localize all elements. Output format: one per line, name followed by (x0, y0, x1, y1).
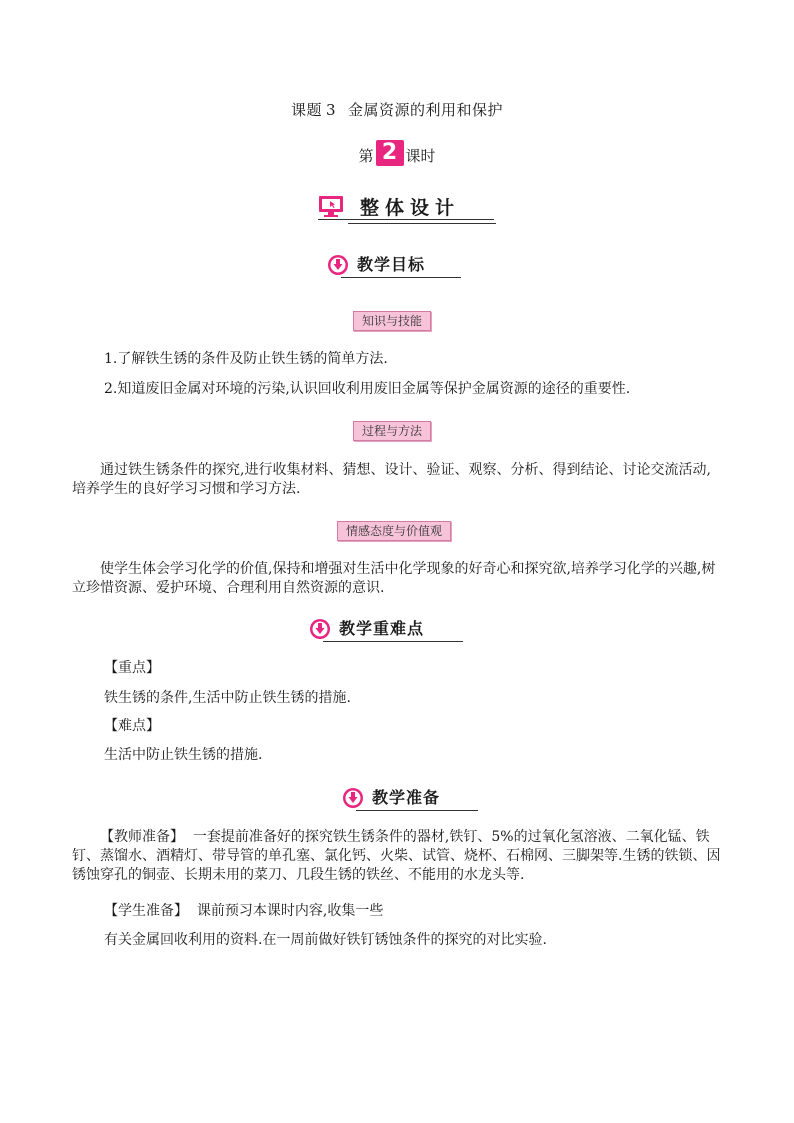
key-text: 铁生锈的条件,生活中防止铁生锈的措施. (104, 690, 351, 706)
teacher-preparation-label: 【教师准备】 (100, 829, 184, 845)
process-text: 通过铁生锈条件的探究,进行收集材料、猜想、设计、验证、观察、分析、得到结论、讨论交流活动,培养学生的良好学习习惯和学习方法. (72, 462, 711, 497)
period-number-badge: 2 (376, 140, 404, 166)
lesson-topic-title: 金属资源的利用和保护 (348, 101, 504, 119)
process-tag: 过程与方法 (353, 421, 431, 441)
down-arrow-circle-icon (309, 618, 331, 640)
section-preparation-header (342, 785, 482, 815)
section-preparation-label: 教学准备 (372, 788, 441, 807)
down-arrow-circle-icon (327, 254, 349, 276)
difficult-label: 【难点】 (104, 718, 160, 734)
overall-design-label: 整体设计 (360, 197, 461, 219)
section-key-points-header (309, 616, 469, 646)
section-objectives-label: 教学目标 (357, 255, 426, 274)
overall-underline-bottom (348, 223, 496, 224)
section-objectives-header (327, 252, 467, 282)
student-preparation-text-2: 有关金属回收利用的资料.在一周前做好铁钉锈蚀条件的探究的对比实验. (104, 932, 547, 948)
overall-design-header (318, 193, 498, 223)
lesson-topic-number: 3 (325, 101, 337, 119)
section-underline (323, 641, 463, 642)
lesson-topic-prefix: 课题 (290, 101, 322, 119)
lesson-period (0, 140, 794, 166)
period-prefix: 第 (358, 147, 374, 165)
knowledge-tag: 知识与技能 (353, 311, 431, 331)
student-preparation-label: 【学生准备】 (104, 903, 188, 919)
teacher-preparation-text: 一套提前准备好的探究铁生锈条件的器材,铁钉、5%的过氧化氢溶液、二氧化锰、铁钉、蒸馏水、酒精灯、带导管的单孔塞、氯化钙、火柴、试管、烧杯、石棉网、三脚架等.生锈的铁锁、因锈蚀穿孔的铜壶、长期未用的菜刀、几段生锈的铁丝、不能用的水龙头等. (72, 829, 721, 883)
difficult-text: 生活中防止铁生锈的措施. (104, 747, 263, 763)
student-preparation-text-1: 课前预习本课时内容,收集一些 (196, 903, 384, 919)
section-underline (341, 277, 461, 278)
period-suffix: 课时 (405, 147, 436, 165)
section-key-points-label: 教学重难点 (339, 619, 425, 638)
down-arrow-circle-icon (342, 787, 364, 809)
key-label: 【重点】 (104, 660, 160, 676)
overall-underline-top (318, 219, 494, 220)
emotion-tag: 情感态度与价值观 (337, 521, 451, 541)
lesson-title (0, 99, 794, 120)
emotion-text: 使学生体会学习化学的价值,保持和增强对生活中化学现象的好奇心和探究欲,培养学习化学的兴趣,树立珍惜资源、爱护环境、合理利用自然资源的意识. (72, 561, 716, 596)
monitor-icon (318, 195, 344, 217)
student-preparation-line1 (104, 902, 724, 921)
knowledge-item-1: 1.了解铁生锈的条件及防止铁生锈的简单方法. (104, 351, 388, 367)
knowledge-item-2: 2.知道废旧金属对环境的污染,认识回收利用废旧金属等保护金属资源的途径的重要性. (104, 381, 631, 397)
section-underline (356, 810, 478, 811)
teacher-preparation (72, 828, 724, 885)
